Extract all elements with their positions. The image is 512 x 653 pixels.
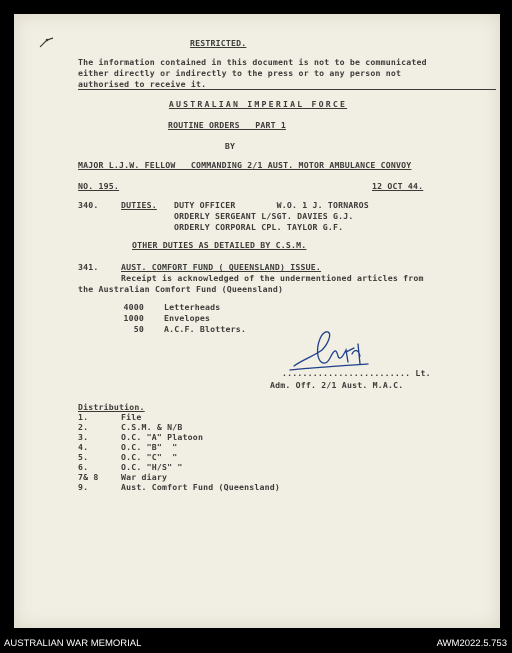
duty-row: ORDERLY SERGEANT L/SGT. DAVIES G.J. bbox=[174, 211, 354, 221]
distribution-num: 9. bbox=[78, 482, 89, 492]
duty-row: DUTY OFFICER W.O. 1 J. TORNAROS bbox=[174, 200, 369, 210]
other-duties-line: OTHER DUTIES AS DETAILED BY C.S.M. bbox=[132, 240, 307, 250]
item-340-heading: DUTIES. bbox=[121, 200, 157, 210]
distribution-item: C.S.M. & N/B bbox=[121, 422, 183, 432]
footer-source: AUSTRALIAN WAR MEMORIAL bbox=[4, 638, 142, 649]
distribution-item: War diary bbox=[121, 472, 168, 482]
signature-title: Adm. Off. 2/1 Aust. M.A.C. bbox=[270, 380, 404, 390]
article-name: Letterheads bbox=[164, 302, 221, 312]
distribution-num: 7& 8 bbox=[78, 472, 99, 482]
article-qty: 50 bbox=[133, 324, 144, 334]
distribution-item: O.C. "A" Platoon bbox=[121, 432, 204, 442]
warning-line-3: authorised to receive it. bbox=[78, 79, 207, 89]
warning-line-1: The information contained in this document is not to be communicated bbox=[78, 57, 427, 67]
article-name: A.C.F. Blotters. bbox=[164, 324, 247, 334]
distribution-num: 5. bbox=[78, 452, 89, 462]
distribution-num: 4. bbox=[78, 442, 89, 452]
receipt-line-2: the Australian Comfort Fund (Queensland) bbox=[78, 284, 284, 294]
distribution-item: Aust. Comfort Fund (Queensland) bbox=[121, 482, 281, 492]
orders-title: ROUTINE ORDERS PART 1 bbox=[168, 120, 286, 130]
item-341-heading: AUST. COMFORT FUND ( QUEENSLAND) ISSUE. bbox=[121, 262, 322, 272]
distribution-num: 3. bbox=[78, 432, 89, 442]
distribution-item: O.C. "H/S" " bbox=[121, 462, 183, 472]
item-340-number: 340. bbox=[78, 200, 99, 210]
item-341-number: 341. bbox=[78, 262, 99, 272]
order-date: 12 OCT 44. bbox=[372, 181, 424, 191]
signature-line: ......................... Lt. bbox=[282, 368, 431, 378]
commander-line: MAJOR L.J.W. FELLOW COMMANDING 2/1 AUST. MOTOR AMBULANCE CONVOY bbox=[78, 160, 412, 170]
footer-accession: AWM2022.5.753 bbox=[436, 638, 507, 649]
order-number: NO. 195. bbox=[78, 181, 120, 191]
distribution-item: O.C. "C" " bbox=[121, 452, 178, 462]
distribution-num: 6. bbox=[78, 462, 89, 472]
distribution-heading: Distribution. bbox=[78, 402, 145, 412]
distribution-num: 1. bbox=[78, 412, 89, 422]
warning-line-2: either directly or indirectly to the press or to any person not bbox=[78, 68, 402, 78]
by-label: BY bbox=[224, 141, 236, 151]
distribution-num: 2. bbox=[78, 422, 89, 432]
article-qty: 1000 bbox=[123, 313, 144, 323]
distribution-item: O.C. "B" " bbox=[121, 442, 178, 452]
force-title: AUSTRALIAN IMPERIAL FORCE bbox=[168, 99, 348, 109]
article-name: Envelopes bbox=[164, 313, 211, 323]
receipt-line-1: Receipt is acknowledged of the undermentioned articles from bbox=[121, 273, 424, 283]
distribution-item: File bbox=[121, 412, 142, 422]
pin-mark-icon bbox=[38, 36, 56, 50]
classification-heading: RESTRICTED. bbox=[190, 38, 247, 48]
duty-row: ORDERLY CORPORAL CPL. TAYLOR G.F. bbox=[174, 222, 344, 232]
article-qty: 4000 bbox=[123, 302, 144, 312]
header-rule bbox=[78, 89, 496, 90]
